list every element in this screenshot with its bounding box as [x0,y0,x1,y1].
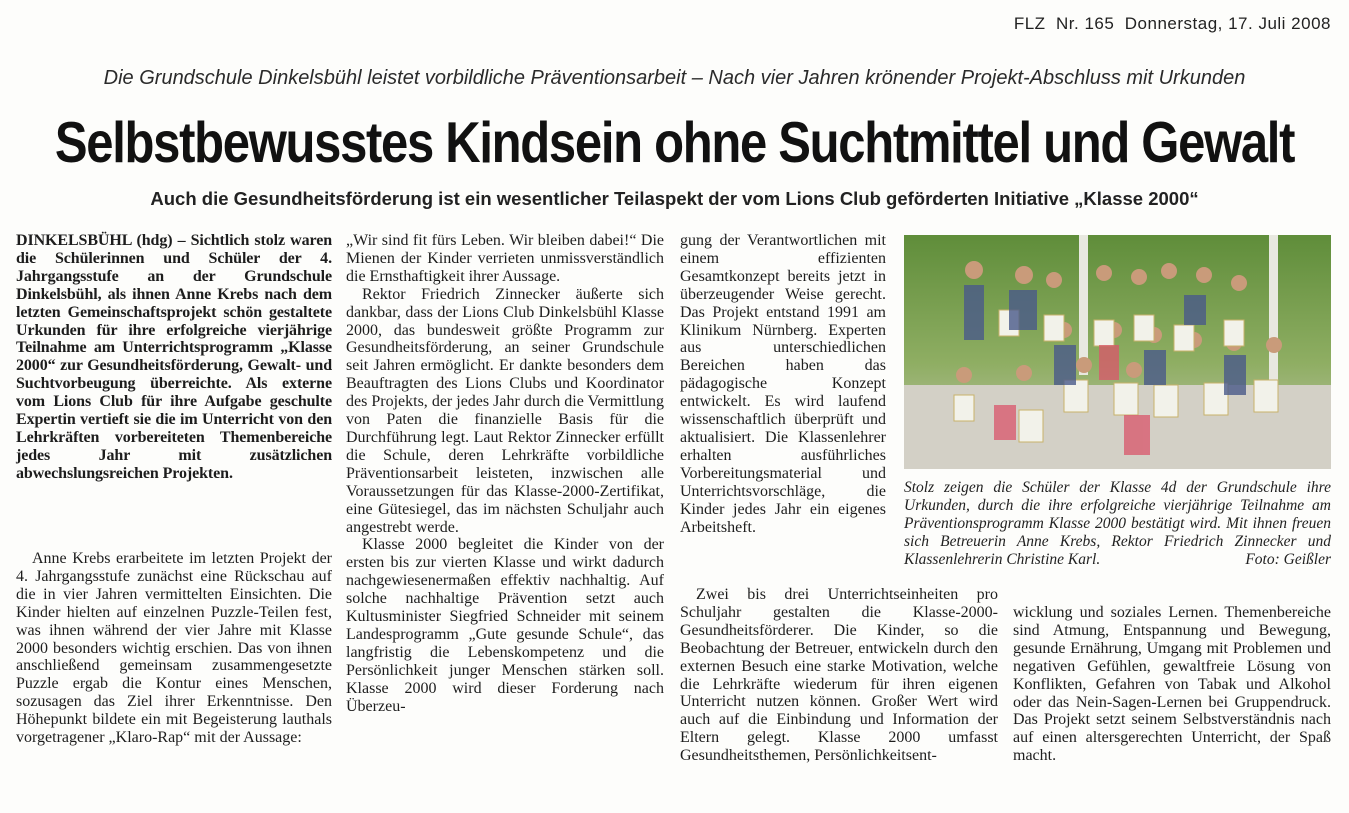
photo-credit: Foto: Geißler [1245,551,1331,568]
body-paragraph: Zwei bis drei Unterrichtseinheiten pro Schuljahr gestalten die Klasse-2000-Gesundheitsförderer. Die Kinder, so die Beobachtung der Betreuer, entwickeln durch den externen Besuch eine starke Motivation, welche die Lehrkräfte wiederum für ihren eigenen Unterricht nutzen können. Großer Wert wird auch auf die Einbindung und Information der Eltern gelegt. Klasse 2000 umfasst Gesundheitsthemen, Persönlichkeitsent- [680,586,998,765]
subheadline: Auch die Gesundheitsförderung ist ein wesentlicher Teilaspekt der vom Lions Club geförderten Initiative „Klasse 2000“ [150,188,1199,209]
masthead: FLZ Nr. 165 Donnerstag, 17. Juli 2008 [1013,14,1331,33]
column-4 [1013,604,1331,765]
group-photo-illustration [904,235,1331,469]
kicker-line: Die Grundschule Dinkelsbühl leistet vorbildliche Präventionsarbeit – Nach vier Jahren krönender Projekt-Abschluss mit Urkunden [103,67,1246,89]
body-paragraph: „Wir sind fit fürs Leben. Wir bleiben dabei!“ Die Mienen der Kinder verrieten unmissverständlich die Ernsthaftigkeit ihrer Aussage. [346,232,664,285]
lead-paragraph: DINKELSBÜHL (hdg) – Sichtlich stolz waren die Schülerinnen und Schüler der 4. Jahrgangsstufe an der Grundschule Dinkelsbühl, als ihnen Anne Krebs nach dem letzten Gemeinschaftsprojekt schön gestaltete Urkunden für ihre erfolgreiche vierjährige Teilnahme am Unterrichtsprogramm „Klasse 2000“ zur Gesundheitsförderung, Gewalt- und Suchtvorbeugung überreichte. Als externe vom Lions Club für ihre Aufgabe geschulte Expertin vertieft sie die im Unterricht von den Lehrkräften vorbereiteten Themenbereiche jedes Jahr mit zusätzlichen abwechslungsreichen Projekten. [16,232,332,482]
column-1 [16,232,332,483]
body-paragraph: Anne Krebs erarbeitete im letzten Projekt der 4. Jahrgangsstufe zunächst eine Rückschau auf die in vier Jahren vermittelten Einsichten. Die Kinder hielten auf einzelnen Puzzle-Teilen fest, was ihnen während der vier Jahre mit Klasse 2000 besonders wichtig erschien. Das von ihnen anschließend gemeinsam zusammengesetzte Puzzle ergab die Kontur eines Menschen, sozusagen das Ziel ihrer Erkenntnisse. Den Höhepunkt bildete ein mit Begeisterung lauthals vorgetragener „Klaro-Rap“ mit der Aussage: [16,550,332,747]
body-paragraph: Rektor Friedrich Zinnecker äußerte sich dankbar, dass der Lions Club Dinkelsbühl Klasse 2000, das bundesweit größte Programm zur Gesundheitsförderung, an seiner Grundschule seit Jahren ermöglicht. Er dankte besonders dem Beauftragten des Lions Clubs und Koordinator des Projekts, der jedes Jahr durch die Vermittlung von Paten die finanzielle Basis für die Durchführung legt. Laut Rektor Zinnecker erfüllt die Schule, deren Lehrkräfte vorbildliche Präventionsarbeit leisteten, inzwischen alle Voraussetzungen für das Klasse-2000-Zertifikat, eine Gütesiegel, das im nächsten Schuljahr auch angestrebt werde. [346,285,664,536]
column-1-continued [16,550,332,747]
caption-text: Stolz zeigen die Schüler der Klasse 4d der Grundschule ihre Urkunden, durch die ihre erfolgreiche vierjährige Teilnahme am Präventionsprogramm Klasse 2000 bestätigt wird. Mit ihnen freuen sich Betreuerin Anne Krebs, Rektor Friedrich Zinnecker und Klassenlehrerin Christine Karl. [904,479,1331,568]
body-paragraph: Klasse 2000 begleitet die Kinder von der ersten bis zur vierten Klasse und wirkt dadurch nachgewiesenermaßen effektiv nachhaltig. Auf solche nachhaltige Prävention setzt auch Kultusminister Siegfried Schneider mit seinem Landesprogramm „Gute gesunde Schule“, das langfristig die Lebenskompetenz und die Persönlichkeit junger Menschen stärken soll. Klasse 2000 wird dieser Forderung nach Überzeu- [346,536,664,715]
column-3 [680,232,886,536]
headline: Selbstbewusstes Kindsein ohne Suchtmittel und Gewalt [54,111,1295,175]
body-paragraph: gung der Verantwortlichen mit einem effizienten Gesamtkonzept bereits jetzt in überzeugender Weise gerecht. Das Projekt entstand 1991 am Klinikum Nürnberg. Experten aus unterschiedlichen Bereichen haben das pädagogische Konzept entwickelt. Es wird laufend wissenschaftlich überprüft und aktualisiert. Die Klassenlehrer erhalten ausführliches Vorbereitungsmaterial und Unterrichtsvorschläge, die Kinder jedes Jahr ein eigenes Arbeitsheft. [680,232,886,536]
group-photo [904,235,1331,469]
column-2 [346,232,664,715]
photo-caption [904,479,1331,569]
body-paragraph: wicklung und soziales Lernen. Themenbereiche sind Atmung, Entspannung und Bewegung, gesunde Ernährung, Umgang mit Problemen und negativen Gefühlen, gewaltfreie Lösung von Konflikten, Gefahren von Tabak und Alkohol oder das Nein-Sagen-Lernen bei Gruppendruck. Das Projekt setzt seinem Selbstverständnis nach auf einen altersgerechten Unterricht, der Spaß macht. [1013,604,1331,765]
column-3-continued [680,586,998,765]
